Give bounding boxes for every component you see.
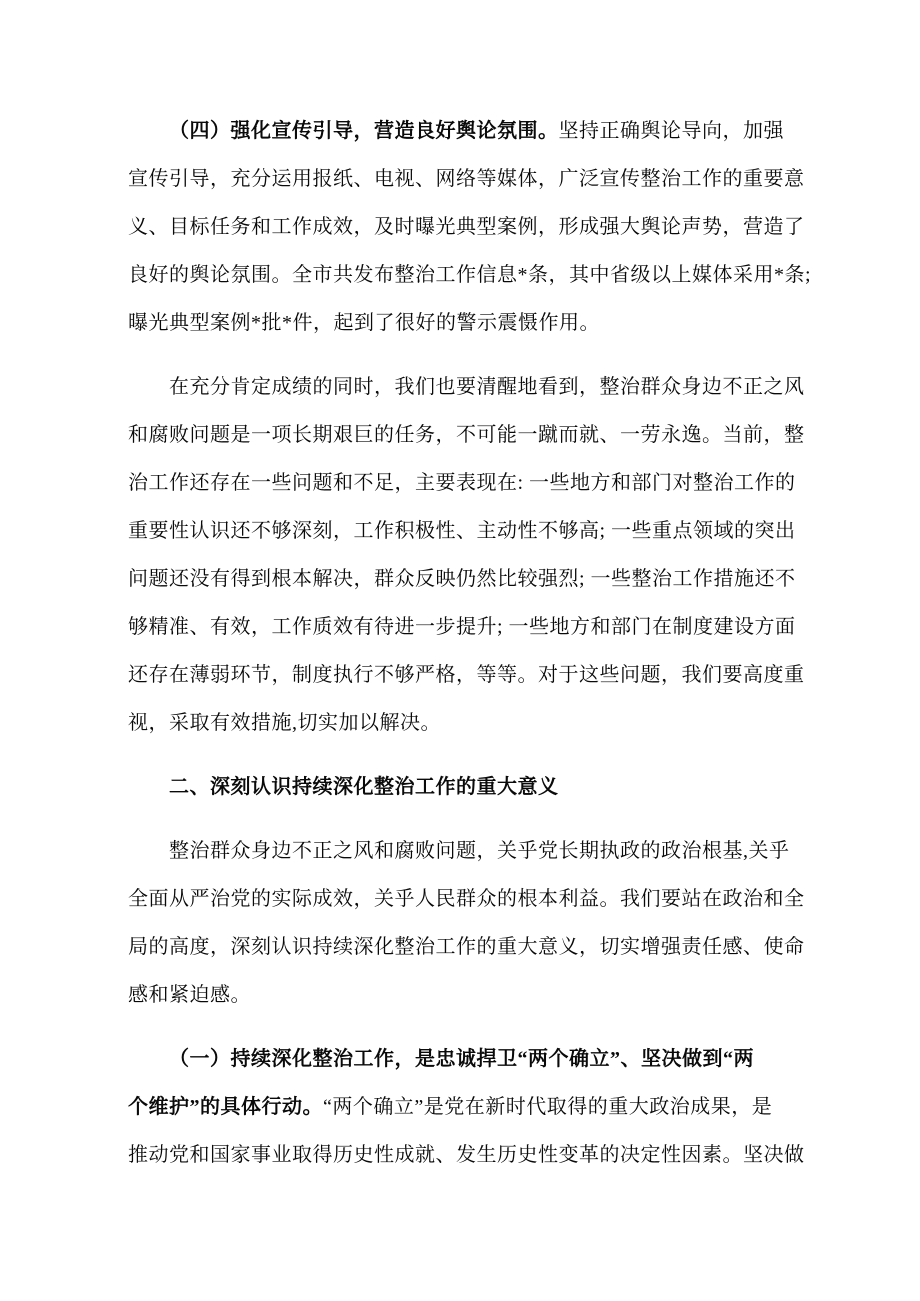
- text-line: 还存在薄弱环节，制度执行不够严格，等等。对于这些问题，我们要高度重: [128, 664, 805, 686]
- text-line: 推动党和国家事业取得历史性成就、发生历史性变革的决定性因素。坚决做: [128, 1144, 805, 1166]
- paragraph-significance: [128, 827, 808, 1019]
- heading-line: 二、深刻认识持续深化整治工作的重大意义: [169, 776, 559, 798]
- text-line: [128, 1083, 808, 1131]
- text-line: 整治群众身边不正之风和腐败问题，关乎党长期执政的政治根基,关乎: [169, 840, 790, 862]
- text-line: [128, 1035, 808, 1083]
- text-line: 宣传引导，充分运用报纸、电视、网络等媒体，广泛宣传整治工作的重要意: [128, 168, 805, 190]
- section4-line1-rest: 坚持正确舆论导向，加强: [558, 120, 784, 142]
- text-line: 感和紧迫感。: [128, 984, 251, 1006]
- text-line: 重要性认识还不够深刻，工作积极性、主动性不够高; 一些重点领域的突出: [128, 520, 796, 542]
- text-line: 局的高度，深刻认识持续深化整治工作的重大意义，切实增强责任感、使命: [128, 936, 805, 958]
- text-line: 全面从严治党的实际成效，关乎人民群众的根本利益。我们要站在政治和全: [128, 888, 805, 910]
- point1-line2-rest: “两个确立”是党在新时代取得的重大政治成果，是: [323, 1096, 773, 1118]
- section2-heading: [128, 763, 808, 811]
- text-line: 够精准、有效，工作质效有待进一步提升; 一些地方和部门在制度建设方面: [128, 616, 796, 638]
- point1-lead-bold-line1: （一）持续深化整治工作，是忠诚捍卫“两个确立”、坚决做到“两: [169, 1048, 754, 1070]
- point1-lead-bold-line2: 个维护”的具体行动。: [128, 1096, 323, 1118]
- text-line: 视，采取有效措施,切实加以解决。: [128, 712, 441, 734]
- section4-lead-bold: （四）强化宣传引导，营造良好舆论氛围。: [169, 120, 559, 142]
- text-line: 问题还没有得到根本解决，群众反映仍然比较强烈; 一些整治工作措施还不: [128, 568, 796, 590]
- paragraph-point1: [128, 1035, 808, 1179]
- text-line: 和腐败问题是一项长期艰巨的任务，不可能一蹴而就、一劳永逸。当前，整: [128, 424, 805, 446]
- text-line: [128, 107, 808, 155]
- text-line: 义、目标任务和工作成效，及时曝光典型案例，形成强大舆论声势，营造了: [128, 216, 805, 238]
- text-line: 在充分肯定成绩的同时，我们也要清醒地看到，整治群众身边不正之风: [169, 376, 805, 398]
- text-line: 良好的舆论氛围。全市共发布整治工作信息*条，其中省级以上媒体采用*条;: [128, 264, 812, 286]
- text-line: 曝光典型案例*批*件，起到了很好的警示震慑作用。: [128, 312, 600, 334]
- text-line: 治工作还存在一些问题和不足，主要表现在: 一些地方和部门对整治工作的: [128, 472, 796, 494]
- paragraph-assessment: [128, 363, 808, 747]
- paragraph-section4: [128, 107, 812, 347]
